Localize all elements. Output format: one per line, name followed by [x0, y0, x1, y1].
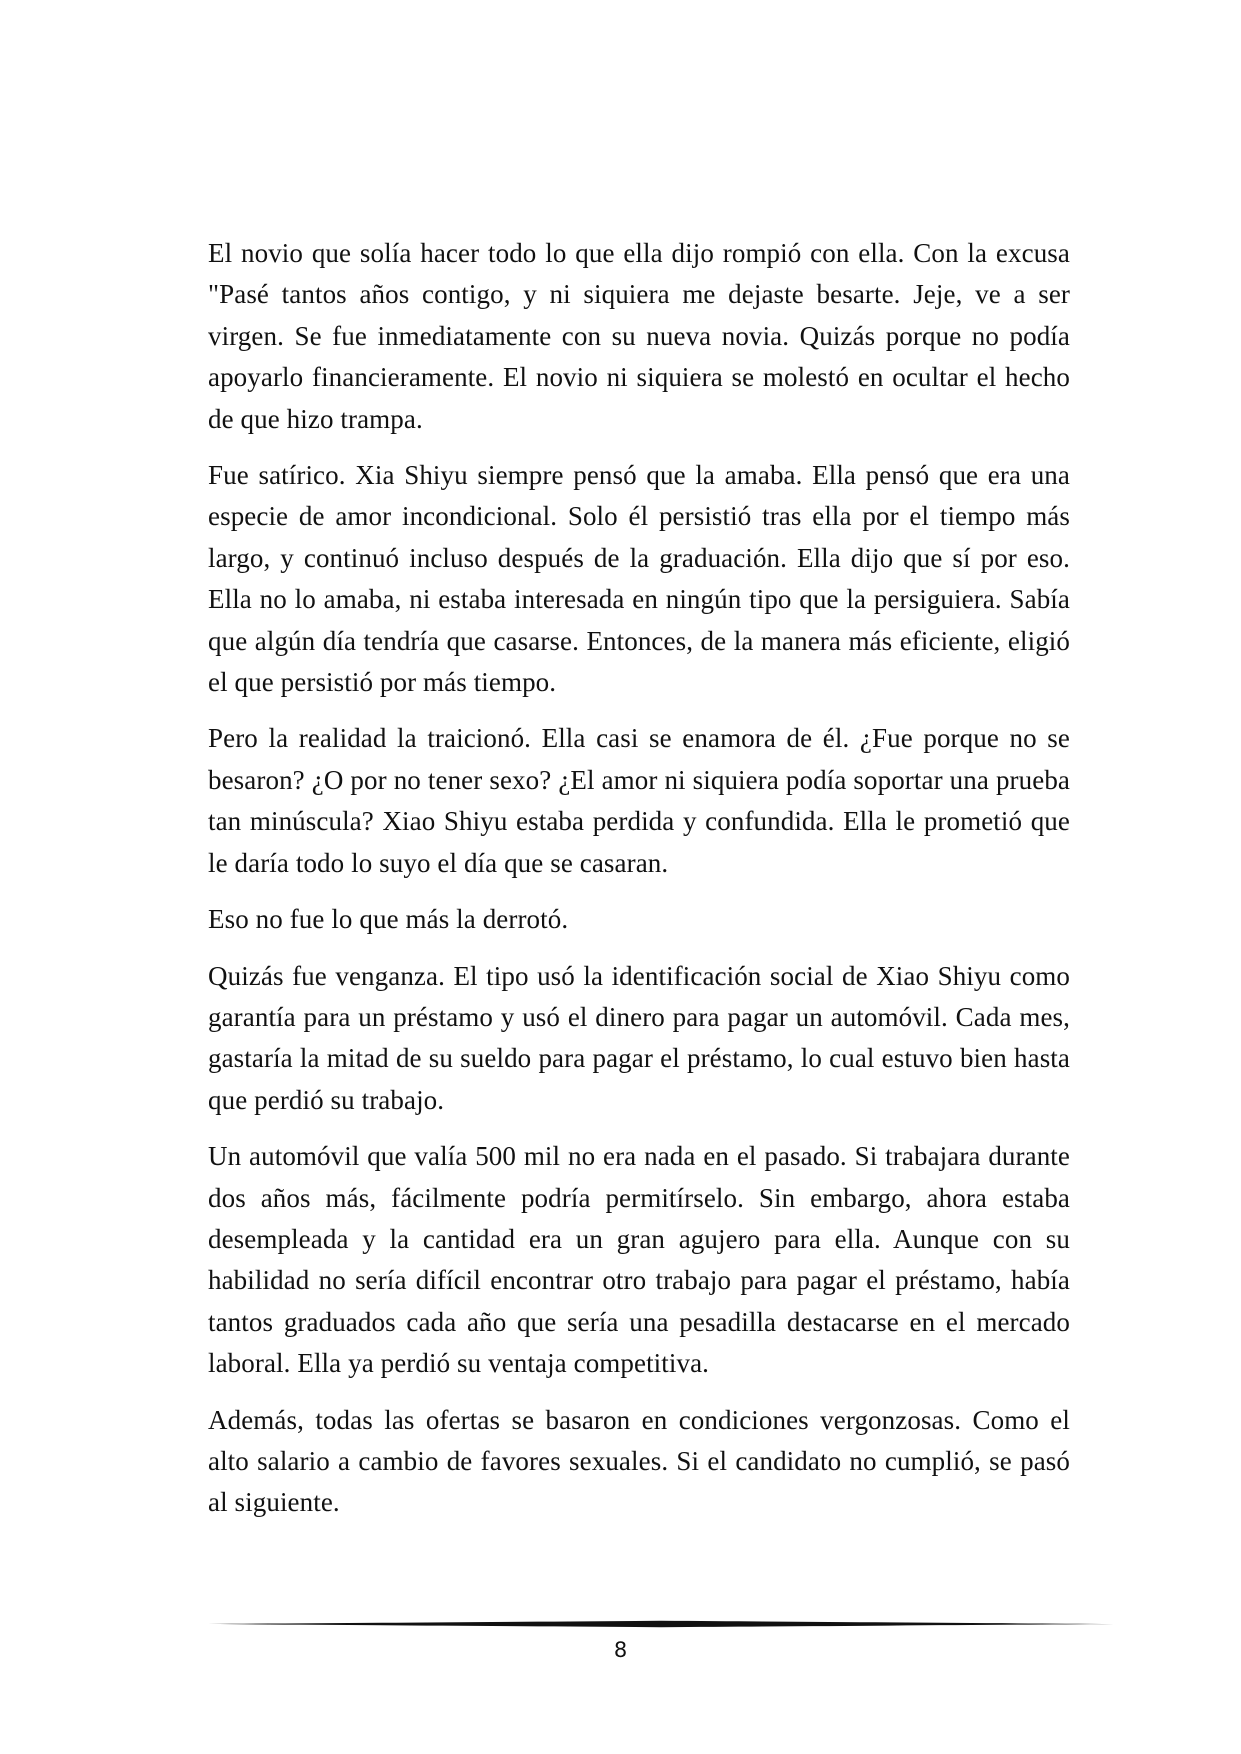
paragraph-3: Pero la realidad la traicionó. Ella casi se enamora de él. ¿Fue porque no se besaron? ¿O por no tener sexo? ¿El amor ni siquiera podía soportar una prueba tan minúscula? Xiao Shiyu estaba perdida y confundida. Ella le prometió que le daría todo lo suyo el día que se casaran. — [208, 723, 1070, 878]
body-text — [208, 233, 1070, 1539]
paragraph-6: Un automóvil que valía 500 mil no era nada en el pasado. Si trabajara durante dos años más, fácilmente podría permitírselo. Sin embargo, ahora estaba desempleada y la cantidad era un gran agujero para ella. Aunque con su habilidad no sería difícil encontrar otro trabajo para pagar el préstamo, había tantos graduados cada año que sería una pesadilla destacarse en el mercado laboral. Ella ya perdió su ventaja competitiva. — [208, 1141, 1070, 1379]
paragraph-5: Quizás fue venganza. El tipo usó la identificación social de Xiao Shiyu como garantía para un préstamo y usó el dinero para pagar un automóvil. Cada mes, gastaría la mitad de su sueldo para pagar el préstamo, lo cual estuvo bien hasta que perdió su trabajo. — [208, 960, 1070, 1115]
paragraph-7: Además, todas las ofertas se basaron en condiciones vergonzosas. Como el alto salario a cambio de favores sexuales. Si el candidato no cumplió, se pasó al siguiente. — [208, 1404, 1070, 1518]
paragraph-1: El novio que solía hacer todo lo que ella dijo rompió con ella. Con la excusa "Pasé tantos años contigo, y ni siquiera me dejaste besarte. Jeje, ve a ser virgen. Se fue inmediatamente con su nueva novia. Quizás porque no podía apoyarlo financieramente. El novio ni siquiera se molestó en ocultar el hecho de que hizo trampa. — [208, 238, 1070, 434]
paragraph-4: Eso no fue lo que más la derrotó. — [208, 904, 569, 935]
paragraph-2: Fue satírico. Xia Shiyu siempre pensó que la amaba. Ella pensó que era una especie de amor incondicional. Solo él persistió tras ella por el tiempo más largo, y continuó incluso después de la graduación. Ella dijo que sí por eso. Ella no lo amaba, ni estaba interesada en ningún tipo que la persiguiera. Sabía que algún día tendría que casarse. Entonces, de la manera más eficiente, eligió el que persistió por más tiempo. — [208, 460, 1070, 698]
footer-divider — [208, 1617, 1114, 1631]
page-number: 8 — [613, 1638, 628, 1662]
